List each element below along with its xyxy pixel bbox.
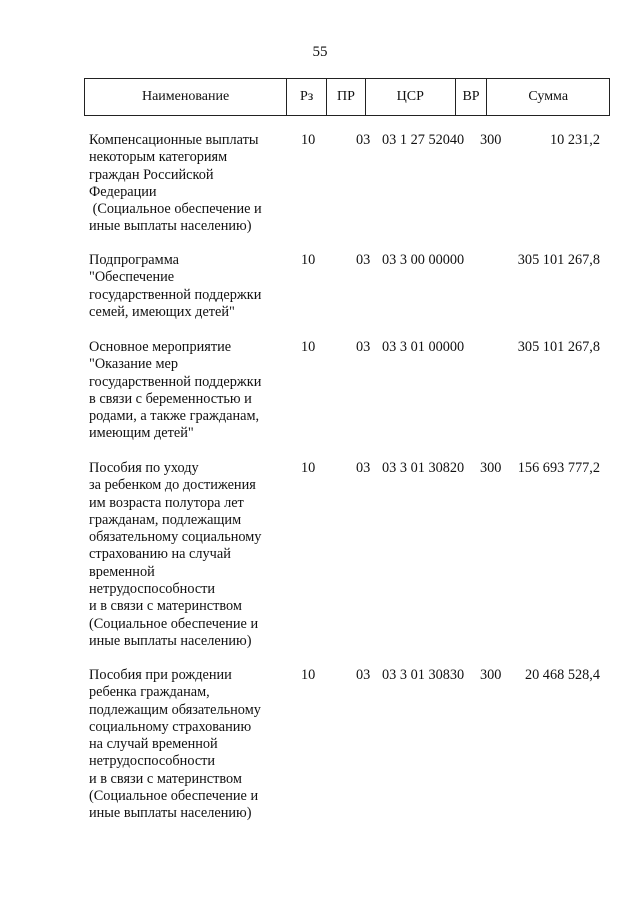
row-csr: 03 3 00 00000 [382,252,465,268]
row-pr: 03 [356,252,371,268]
row-name-line: Подпрограмма [89,252,179,268]
row-csr: 03 3 01 30830 [382,667,465,683]
row-name-line: иные выплаты населению) [89,218,252,235]
row-vr: 300 [480,132,502,148]
row-name-line: на случай временной [89,736,218,753]
row-rz: 10 [301,132,316,148]
row-name-line: государственной поддержки [89,373,262,390]
row-name-line: некоторым категориям [89,149,228,166]
row-vr: 300 [480,667,502,683]
row-name [89,667,287,823]
row-name-line: гражданам, подлежащим [89,511,242,528]
row-name-line: (Социальное обеспечение и [89,788,259,805]
row-name-line: им возраста полутора лет [89,494,244,511]
row-pr: 03 [356,339,371,355]
header-csr: ЦСР [366,79,456,115]
row-name-line: страхованию на случай [89,546,231,563]
row-csr: 03 3 01 00000 [382,339,465,355]
row-name-line: временной [89,563,155,580]
row-sum: 10 231,2 [549,132,600,148]
row-name-line: семей, имеющих детей" [89,303,235,320]
row-rz: 10 [301,460,316,476]
header-rz: Рз [287,79,327,115]
page-number: 55 [312,44,328,60]
row-csr: 03 3 01 30820 [382,460,465,476]
table-header [84,78,610,116]
row-sum: 305 101 267,8 [517,339,600,355]
header-name: Наименование [85,79,287,115]
row-name-line: государственной поддержки [89,286,262,303]
row-rz: 10 [301,252,316,268]
row-name [89,252,287,321]
row-name-line: в связи с беременностью и [89,390,252,407]
row-name-line: Пособия при рождении [89,667,232,683]
row-name-line: и в связи с материнством [89,598,242,615]
row-sum: 156 693 777,2 [517,460,600,476]
row-sum: 20 468 528,4 [524,667,600,683]
row-name-line: Компенсационные выплаты [89,132,259,148]
row-csr: 03 1 27 52040 [382,132,465,148]
row-pr: 03 [356,132,371,148]
row-name-line: нетрудоспособности [89,581,216,598]
row-name-line: и в связи с материнством [89,770,242,787]
row-pr: 03 [356,460,371,476]
row-name-line: иные выплаты населению) [89,632,252,649]
row-name-line: Пособия по уходу [89,460,199,476]
header-pr: ПР [327,79,366,115]
header-sum: Сумма [528,89,569,104]
row-name-line: (Социальное обеспечение и [89,201,262,218]
row-name-line: обязательному социальному [89,529,262,546]
row-name-line: "Оказание мер [89,356,178,373]
row-name-line: (Социальное обеспечение и [89,615,259,632]
row-name-line: социальному страхованию [89,718,252,735]
row-name [89,339,287,443]
header-vr: ВР [456,79,488,115]
row-name-line: граждан Российской [89,166,214,183]
row-rz: 10 [301,667,316,683]
row-name-line: за ребенком до достижения [89,477,256,494]
row-name [89,132,287,236]
row-pr: 03 [356,667,371,683]
row-name-line: имеющим детей" [89,425,194,442]
row-name-line: Федерации [89,183,157,200]
row-name-line: иные выплаты населению) [89,805,252,822]
row-name-line: родами, а также гражданам, [89,408,260,425]
row-sum: 305 101 267,8 [517,252,600,268]
row-name-line: подлежащим обязательному [89,701,261,718]
row-vr: 300 [480,460,502,476]
row-name-line: ребенка гражданам, [89,684,210,701]
row-rz: 10 [301,339,316,355]
row-name [89,460,287,650]
row-name-line: Основное мероприятие [89,339,232,355]
row-name-line: нетрудоспособности [89,753,216,770]
row-name-line: "Обеспечение [89,269,175,286]
